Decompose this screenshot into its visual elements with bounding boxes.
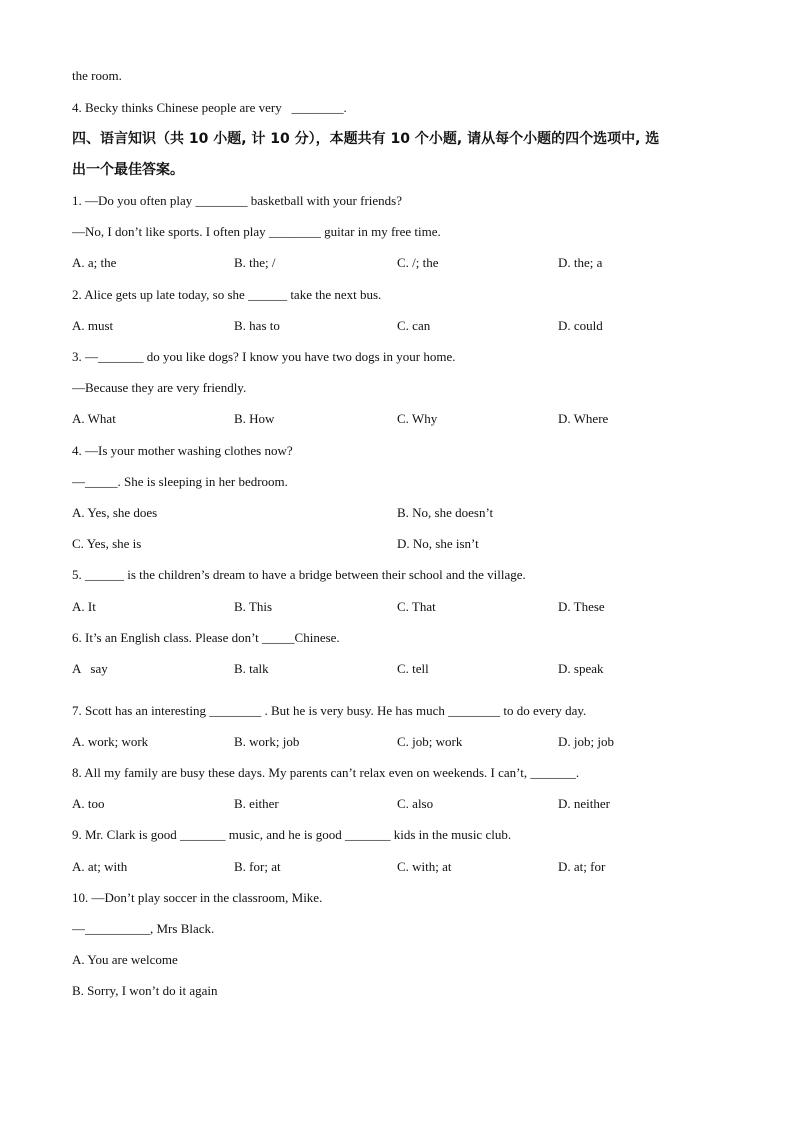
question-4-line2: —_____. She is sleeping in her bedroom. bbox=[72, 474, 288, 489]
option-c: C. Why bbox=[397, 411, 438, 426]
section-heading-line2: 出一个最佳答案。 bbox=[72, 162, 184, 178]
option-b: B. either bbox=[234, 796, 279, 811]
option-d: D. job; job bbox=[558, 734, 614, 749]
option-d: D. No, she isn’t bbox=[397, 536, 479, 551]
option-b: B. for; at bbox=[234, 859, 281, 874]
option-a: A. work; work bbox=[72, 734, 149, 749]
option-c: C. job; work bbox=[397, 734, 463, 749]
question-10-line1: 10. —Don’t play soccer in the classroom, Mike. bbox=[72, 890, 323, 905]
option-c: C. can bbox=[397, 318, 431, 333]
option-b: B. the; / bbox=[234, 255, 276, 270]
option-a: A. must bbox=[72, 318, 114, 333]
option-c: C. /; the bbox=[397, 255, 439, 270]
question-1-line2: —No, I don’t like sports. I often play ________ guitar in my free time. bbox=[72, 224, 441, 239]
option-a: A. a; the bbox=[72, 255, 117, 270]
section-heading-line1: 四、语言知识（共 10 小题, 计 10 分），本题共有 10 个小题, 请从每个小题的四个选项中, 选 bbox=[72, 131, 660, 147]
question-4-line1: 4. —Is your mother washing clothes now? bbox=[72, 443, 293, 458]
question-1-line1: 1. —Do you often play ________ basketball with your friends? bbox=[72, 193, 402, 208]
option-d: D. at; for bbox=[558, 859, 606, 874]
option-a: A. It bbox=[72, 599, 96, 614]
option-b: B. talk bbox=[234, 661, 269, 676]
option-c: C. with; at bbox=[397, 859, 452, 874]
option-c: C. tell bbox=[397, 661, 429, 676]
question-6: 6. It’s an English class. Please don’t _____Chinese. bbox=[72, 630, 340, 645]
option-b: B. How bbox=[234, 411, 275, 426]
question-3-line1: 3. —_______ do you like dogs? I know you have two dogs in your home. bbox=[72, 349, 456, 364]
option-b: B. This bbox=[234, 599, 273, 614]
question-10-option-a: A. You are welcome bbox=[72, 952, 178, 967]
option-d: D. Where bbox=[558, 411, 609, 426]
option-c: C. Yes, she is bbox=[72, 536, 142, 551]
option-a: A. Yes, she does bbox=[72, 505, 158, 520]
option-d: D. neither bbox=[558, 796, 610, 811]
question-2: 2. Alice gets up late today, so she ______ take the next bus. bbox=[72, 287, 382, 302]
option-a: A say bbox=[72, 661, 108, 676]
prev-question-tail: the room. bbox=[72, 68, 122, 83]
option-c: C. That bbox=[397, 599, 436, 614]
question-7: 7. Scott has an interesting ________ . But he is very busy. He has much ________ to do every day. bbox=[72, 703, 587, 718]
option-a: A. What bbox=[72, 411, 116, 426]
question-9: 9. Mr. Clark is good _______ music, and he is good _______ kids in the music club. bbox=[72, 827, 512, 842]
option-b: B. No, she doesn’t bbox=[397, 505, 494, 520]
option-d: D. speak bbox=[558, 661, 604, 676]
option-d: D. the; a bbox=[558, 255, 603, 270]
option-a: A. at; with bbox=[72, 859, 128, 874]
option-d: D. These bbox=[558, 599, 605, 614]
option-c: C. also bbox=[397, 796, 434, 811]
option-d: D. could bbox=[558, 318, 603, 333]
question-3-line2: —Because they are very friendly. bbox=[72, 380, 247, 395]
option-b: B. has to bbox=[234, 318, 280, 333]
option-a: A. too bbox=[72, 796, 105, 811]
question-8: 8. All my family are busy these days. My parents can’t relax even on weekends. I can’t, _______. bbox=[72, 765, 580, 780]
question-10-option-b: B. Sorry, I won’t do it again bbox=[72, 983, 218, 998]
question-5: 5. ______ is the children’s dream to have a bridge between their school and the village. bbox=[72, 567, 526, 582]
question-10-line2: —__________, Mrs Black. bbox=[72, 921, 215, 936]
option-b: B. work; job bbox=[234, 734, 300, 749]
prev-question-4: 4. Becky thinks Chinese people are very ________. bbox=[72, 100, 347, 115]
